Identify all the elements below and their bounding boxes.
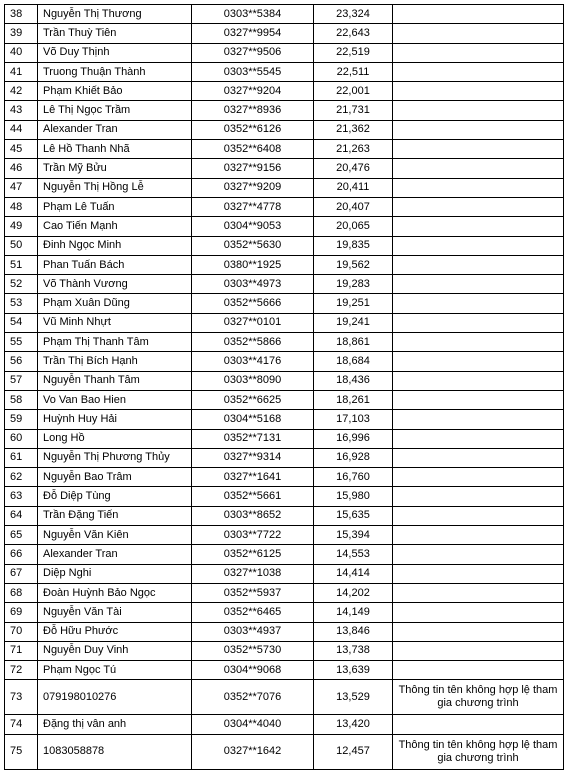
name-cell: Phạm Khiết Bảo bbox=[38, 82, 192, 101]
row-number-cell: 65 bbox=[5, 526, 38, 545]
phone-cell: 0327**9954 bbox=[192, 24, 314, 43]
amount-cell: 22,643 bbox=[314, 24, 393, 43]
row-number-cell: 59 bbox=[5, 410, 38, 429]
name-cell: Nguyễn Thanh Tâm bbox=[38, 371, 192, 390]
table-row bbox=[5, 313, 564, 332]
amount-cell: 14,202 bbox=[314, 583, 393, 602]
amount-cell: 14,553 bbox=[314, 545, 393, 564]
table-row bbox=[5, 390, 564, 409]
row-number-cell: 66 bbox=[5, 545, 38, 564]
table-row bbox=[5, 82, 564, 101]
phone-cell: 0303**8090 bbox=[192, 371, 314, 390]
phone-cell: 0304**5168 bbox=[192, 410, 314, 429]
note-cell bbox=[393, 390, 564, 409]
table-row bbox=[5, 294, 564, 313]
phone-cell: 0303**4937 bbox=[192, 622, 314, 641]
name-cell: Đỗ Hữu Phước bbox=[38, 622, 192, 641]
phone-cell: 0327**9314 bbox=[192, 448, 314, 467]
table-row bbox=[5, 197, 564, 216]
table-row bbox=[5, 62, 564, 81]
phone-cell: 0352**5730 bbox=[192, 641, 314, 660]
row-number-cell: 43 bbox=[5, 101, 38, 120]
row-number-cell: 51 bbox=[5, 255, 38, 274]
note-cell bbox=[393, 178, 564, 197]
amount-cell: 19,241 bbox=[314, 313, 393, 332]
name-cell: Phạm Lê Tuấn bbox=[38, 197, 192, 216]
amount-cell: 19,562 bbox=[314, 255, 393, 274]
name-cell: Võ Thành Vương bbox=[38, 275, 192, 294]
amount-cell: 18,261 bbox=[314, 390, 393, 409]
row-number-cell: 58 bbox=[5, 390, 38, 409]
row-number-cell: 47 bbox=[5, 178, 38, 197]
phone-cell: 0352**7131 bbox=[192, 429, 314, 448]
table-row bbox=[5, 120, 564, 139]
row-number-cell: 53 bbox=[5, 294, 38, 313]
phone-cell: 0352**5630 bbox=[192, 236, 314, 255]
name-cell: Lê Hồ Thanh Nhã bbox=[38, 140, 192, 159]
amount-cell: 16,996 bbox=[314, 429, 393, 448]
amount-cell: 21,362 bbox=[314, 120, 393, 139]
note-cell bbox=[393, 101, 564, 120]
name-cell: Vũ Minh Nhựt bbox=[38, 313, 192, 332]
note-cell: Thông tin tên không hợp lệ tham gia chương trình bbox=[393, 734, 564, 769]
phone-cell: 0352**6408 bbox=[192, 140, 314, 159]
phone-cell: 0303**8652 bbox=[192, 506, 314, 525]
table-row bbox=[5, 159, 564, 178]
table-row bbox=[5, 217, 564, 236]
note-cell bbox=[393, 526, 564, 545]
amount-cell: 13,420 bbox=[314, 715, 393, 734]
row-number-cell: 41 bbox=[5, 62, 38, 81]
note-cell bbox=[393, 715, 564, 734]
phone-cell: 0352**5666 bbox=[192, 294, 314, 313]
phone-cell: 0327**1641 bbox=[192, 468, 314, 487]
table-row bbox=[5, 734, 564, 769]
name-cell: Đỗ Diệp Tùng bbox=[38, 487, 192, 506]
name-cell: Phạm Xuân Dũng bbox=[38, 294, 192, 313]
note-cell bbox=[393, 545, 564, 564]
amount-cell: 20,411 bbox=[314, 178, 393, 197]
table-row bbox=[5, 583, 564, 602]
phone-cell: 0304**4040 bbox=[192, 715, 314, 734]
row-number-cell: 75 bbox=[5, 734, 38, 769]
amount-cell: 13,738 bbox=[314, 641, 393, 660]
note-cell bbox=[393, 140, 564, 159]
phone-cell: 0352**5937 bbox=[192, 583, 314, 602]
amount-cell: 22,001 bbox=[314, 82, 393, 101]
row-number-cell: 73 bbox=[5, 680, 38, 715]
table-row bbox=[5, 371, 564, 390]
phone-cell: 0352**6126 bbox=[192, 120, 314, 139]
table-body bbox=[5, 5, 564, 770]
name-cell: Võ Duy Thịnh bbox=[38, 43, 192, 62]
row-number-cell: 63 bbox=[5, 487, 38, 506]
table-row bbox=[5, 506, 564, 525]
table-row bbox=[5, 5, 564, 24]
name-cell: Đặng thị vân anh bbox=[38, 715, 192, 734]
row-number-cell: 46 bbox=[5, 159, 38, 178]
name-cell: Nguyễn Thị Thương bbox=[38, 5, 192, 24]
name-cell: Long Hồ bbox=[38, 429, 192, 448]
row-number-cell: 50 bbox=[5, 236, 38, 255]
name-cell: Trần Mỹ Bửu bbox=[38, 159, 192, 178]
amount-cell: 19,251 bbox=[314, 294, 393, 313]
phone-cell: 0327**9209 bbox=[192, 178, 314, 197]
note-cell bbox=[393, 5, 564, 24]
row-number-cell: 61 bbox=[5, 448, 38, 467]
row-number-cell: 64 bbox=[5, 506, 38, 525]
table-row bbox=[5, 101, 564, 120]
table-row bbox=[5, 680, 564, 715]
name-cell: Huỳnh Huy Hải bbox=[38, 410, 192, 429]
table-row bbox=[5, 275, 564, 294]
table-row bbox=[5, 487, 564, 506]
amount-cell: 21,263 bbox=[314, 140, 393, 159]
amount-cell: 15,394 bbox=[314, 526, 393, 545]
table-row bbox=[5, 715, 564, 734]
amount-cell: 20,407 bbox=[314, 197, 393, 216]
row-number-cell: 45 bbox=[5, 140, 38, 159]
row-number-cell: 39 bbox=[5, 24, 38, 43]
phone-cell: 0352**5661 bbox=[192, 487, 314, 506]
table-row bbox=[5, 468, 564, 487]
name-cell: Phạm Thị Thanh Tâm bbox=[38, 333, 192, 352]
amount-cell: 15,635 bbox=[314, 506, 393, 525]
name-cell: Diệp Nghi bbox=[38, 564, 192, 583]
note-cell bbox=[393, 429, 564, 448]
note-cell bbox=[393, 275, 564, 294]
amount-cell: 21,731 bbox=[314, 101, 393, 120]
amount-cell: 14,414 bbox=[314, 564, 393, 583]
amount-cell: 14,149 bbox=[314, 603, 393, 622]
name-cell: Alexander Tran bbox=[38, 120, 192, 139]
note-cell bbox=[393, 410, 564, 429]
note-cell bbox=[393, 62, 564, 81]
name-cell: Truong Thuận Thành bbox=[38, 62, 192, 81]
phone-cell: 0304**9053 bbox=[192, 217, 314, 236]
row-number-cell: 62 bbox=[5, 468, 38, 487]
note-cell bbox=[393, 255, 564, 274]
amount-cell: 19,283 bbox=[314, 275, 393, 294]
note-cell bbox=[393, 448, 564, 467]
phone-cell: 0327**9156 bbox=[192, 159, 314, 178]
table-row bbox=[5, 178, 564, 197]
table-row bbox=[5, 410, 564, 429]
amount-cell: 16,928 bbox=[314, 448, 393, 467]
row-number-cell: 67 bbox=[5, 564, 38, 583]
row-number-cell: 44 bbox=[5, 120, 38, 139]
name-cell: Nguyễn Thị Phương Thủy bbox=[38, 448, 192, 467]
name-cell: Cao Tiến Mạnh bbox=[38, 217, 192, 236]
table-row bbox=[5, 255, 564, 274]
table-row bbox=[5, 429, 564, 448]
note-cell bbox=[393, 564, 564, 583]
row-number-cell: 74 bbox=[5, 715, 38, 734]
phone-cell: 0327**9204 bbox=[192, 82, 314, 101]
row-number-cell: 55 bbox=[5, 333, 38, 352]
note-cell bbox=[393, 120, 564, 139]
row-number-cell: 72 bbox=[5, 661, 38, 680]
row-number-cell: 52 bbox=[5, 275, 38, 294]
row-number-cell: 69 bbox=[5, 603, 38, 622]
phone-cell: 0303**7722 bbox=[192, 526, 314, 545]
row-number-cell: 42 bbox=[5, 82, 38, 101]
note-cell bbox=[393, 43, 564, 62]
table-row bbox=[5, 641, 564, 660]
phone-cell: 0327**0101 bbox=[192, 313, 314, 332]
note-cell bbox=[393, 371, 564, 390]
note-cell bbox=[393, 313, 564, 332]
table-row bbox=[5, 603, 564, 622]
note-cell bbox=[393, 294, 564, 313]
phone-cell: 0352**6125 bbox=[192, 545, 314, 564]
note-cell bbox=[393, 197, 564, 216]
name-cell: Trần Đặng Tiến bbox=[38, 506, 192, 525]
phone-cell: 0327**4778 bbox=[192, 197, 314, 216]
phone-cell: 0352**5866 bbox=[192, 333, 314, 352]
amount-cell: 13,846 bbox=[314, 622, 393, 641]
phone-cell: 0327**9506 bbox=[192, 43, 314, 62]
table-row bbox=[5, 24, 564, 43]
note-cell bbox=[393, 468, 564, 487]
name-cell: Nguyễn Thị Hồng Lễ bbox=[38, 178, 192, 197]
note-cell bbox=[393, 82, 564, 101]
amount-cell: 17,103 bbox=[314, 410, 393, 429]
amount-cell: 15,980 bbox=[314, 487, 393, 506]
name-cell: Phan Tuấn Bách bbox=[38, 255, 192, 274]
table-row bbox=[5, 140, 564, 159]
row-number-cell: 49 bbox=[5, 217, 38, 236]
name-cell: Đoàn Huỳnh Bảo Ngọc bbox=[38, 583, 192, 602]
row-number-cell: 71 bbox=[5, 641, 38, 660]
table-row bbox=[5, 43, 564, 62]
row-number-cell: 68 bbox=[5, 583, 38, 602]
row-number-cell: 48 bbox=[5, 197, 38, 216]
phone-cell: 0303**5545 bbox=[192, 62, 314, 81]
table-row bbox=[5, 622, 564, 641]
phone-cell: 0327**1038 bbox=[192, 564, 314, 583]
amount-cell: 22,511 bbox=[314, 62, 393, 81]
amount-cell: 16,760 bbox=[314, 468, 393, 487]
table-row bbox=[5, 564, 564, 583]
name-cell: Alexander Tran bbox=[38, 545, 192, 564]
amount-cell: 12,457 bbox=[314, 734, 393, 769]
row-number-cell: 38 bbox=[5, 5, 38, 24]
note-cell bbox=[393, 217, 564, 236]
name-cell: Nguyễn Văn Tài bbox=[38, 603, 192, 622]
row-number-cell: 40 bbox=[5, 43, 38, 62]
row-number-cell: 57 bbox=[5, 371, 38, 390]
name-cell: Vo Van Bao Hien bbox=[38, 390, 192, 409]
name-cell: Lê Thị Ngọc Trầm bbox=[38, 101, 192, 120]
amount-cell: 13,529 bbox=[314, 680, 393, 715]
row-number-cell: 60 bbox=[5, 429, 38, 448]
row-number-cell: 56 bbox=[5, 352, 38, 371]
note-cell bbox=[393, 159, 564, 178]
name-cell: Phạm Ngọc Tú bbox=[38, 661, 192, 680]
note-cell bbox=[393, 603, 564, 622]
phone-cell: 0303**4176 bbox=[192, 352, 314, 371]
phone-cell: 0327**1642 bbox=[192, 734, 314, 769]
table-row bbox=[5, 236, 564, 255]
amount-cell: 20,476 bbox=[314, 159, 393, 178]
note-cell bbox=[393, 236, 564, 255]
phone-cell: 0352**6465 bbox=[192, 603, 314, 622]
table-row bbox=[5, 661, 564, 680]
table-row bbox=[5, 545, 564, 564]
name-cell: 079198010276 bbox=[38, 680, 192, 715]
phone-cell: 0303**5384 bbox=[192, 5, 314, 24]
amount-cell: 13,639 bbox=[314, 661, 393, 680]
row-number-cell: 54 bbox=[5, 313, 38, 332]
name-cell: Đinh Ngọc Minh bbox=[38, 236, 192, 255]
note-cell bbox=[393, 661, 564, 680]
note-cell: Thông tin tên không hợp lệ tham gia chương trình bbox=[393, 680, 564, 715]
table-row bbox=[5, 448, 564, 467]
amount-cell: 18,684 bbox=[314, 352, 393, 371]
phone-cell: 0303**4973 bbox=[192, 275, 314, 294]
name-cell: 1083058878 bbox=[38, 734, 192, 769]
note-cell bbox=[393, 506, 564, 525]
name-cell: Nguyễn Văn Kiên bbox=[38, 526, 192, 545]
note-cell bbox=[393, 352, 564, 371]
phone-cell: 0352**7076 bbox=[192, 680, 314, 715]
amount-cell: 22,519 bbox=[314, 43, 393, 62]
note-cell bbox=[393, 622, 564, 641]
amount-cell: 18,861 bbox=[314, 333, 393, 352]
note-cell bbox=[393, 24, 564, 43]
name-cell: Nguyễn Duy Vinh bbox=[38, 641, 192, 660]
table-row bbox=[5, 352, 564, 371]
ranking-table bbox=[4, 4, 564, 770]
table-row bbox=[5, 526, 564, 545]
amount-cell: 19,835 bbox=[314, 236, 393, 255]
name-cell: Trần Thị Bích Hạnh bbox=[38, 352, 192, 371]
phone-cell: 0327**8936 bbox=[192, 101, 314, 120]
name-cell: Trần Thuỳ Tiên bbox=[38, 24, 192, 43]
amount-cell: 23,324 bbox=[314, 5, 393, 24]
table-row bbox=[5, 333, 564, 352]
amount-cell: 20,065 bbox=[314, 217, 393, 236]
phone-cell: 0352**6625 bbox=[192, 390, 314, 409]
phone-cell: 0304**9068 bbox=[192, 661, 314, 680]
phone-cell: 0380**1925 bbox=[192, 255, 314, 274]
note-cell bbox=[393, 487, 564, 506]
note-cell bbox=[393, 641, 564, 660]
row-number-cell: 70 bbox=[5, 622, 38, 641]
name-cell: Nguyễn Bao Trâm bbox=[38, 468, 192, 487]
note-cell bbox=[393, 583, 564, 602]
note-cell bbox=[393, 333, 564, 352]
amount-cell: 18,436 bbox=[314, 371, 393, 390]
